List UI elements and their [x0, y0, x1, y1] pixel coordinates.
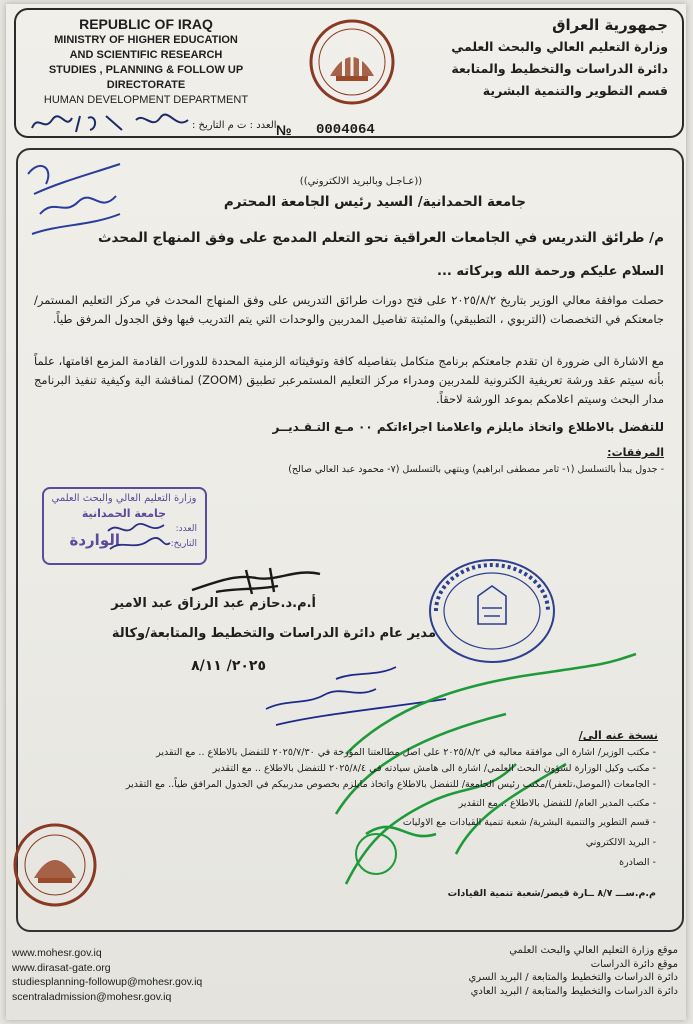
attachments-title: المرفقات:	[607, 446, 664, 459]
stamp-status: الواردة	[69, 531, 120, 549]
urgent-note: ((عـاجـل وبالبريد الالكتروني))	[299, 176, 423, 187]
copy-recipient-item: - الجامعات (الموصل،تلعفر)/مكتب رئيس الجامعة/ للتفضل بالاطلاع واتخاذ مايلزم بخصوص مدربيكم في الجدول المرافق طياً.. مع التقدير	[125, 779, 656, 790]
letterhead-ar-line: دائرة الدراسات والتخطيط والمتابعة	[451, 61, 668, 76]
letterhead-english	[26, 16, 266, 108]
footer-link[interactable]: www.mohesr.gov.iq	[12, 947, 102, 959]
letter-paragraph: مع الاشارة الى ضرورة ان تقدم جامعتكم برنامج متكامل بتفاصيله كافة وتوقيتاته الزمنية المحددة للدورات القادمة المزمع اقامتها، علماً بأنه سيتم عقد ورشة تعريفية الكترونية للمدربين ومدراء مركز التعليم المستمرعبر تطبيق (ZOOM) لمناقشة الية وكيفية تنفيذ البرنامج مدار البحث وسيتم اعلامكم بموعد الورشة لاحقاً.	[34, 354, 665, 406]
letterhead-en-line: AND SCIENTIFIC RESEARCH	[69, 49, 223, 61]
letter-paragraph: حصلت موافقة معالي الوزير بتاريخ ٢٠٢٥/٨/٢ على فتح دورات طرائق التدريس على وفق المنهاج المحدث في مركز التعليم المستمر/ جامعتكم في التخصصات (التربوي ، التطبيقي) والمثبتة تفاصيل المدربين والوحدات التي يتم التدريب فيها وفق الجدول المرفق طياً.	[34, 293, 664, 326]
reference-number-prefix: №	[276, 122, 292, 138]
letterhead-ar-line: وزارة التعليم العالي والبحث العلمي	[451, 39, 668, 54]
signer-name: أ.م.د.حازم عبد الرزاق عبد الامير	[111, 596, 316, 611]
signature-icon	[186, 564, 326, 600]
copy-recipient-item: - مكتب المدير العام/ للتفضل بالاطلاع .. مع التقدير	[458, 798, 656, 809]
footer-contacts-arabic	[378, 944, 678, 998]
copy-recipient-item: - البريد الالكتروني	[585, 837, 656, 848]
preparer-reference: م.م.ســـ ٨/٧ ــارة قيصر/شعبة تنمية القيادات	[447, 888, 656, 899]
stamp-line: وزارة التعليم العالي والبحث العلمي	[51, 493, 197, 504]
stamp-number-label: العدد:	[175, 524, 197, 534]
copy-recipient-item: - مكتب وكيل الوزارة لشؤون البحث العلمي/ اشارة الى هامش سيادته في ٢٠٢٥/٨/٤ للتفضل بالاطلاع .. مع التقدير	[212, 763, 656, 774]
letterhead-ar-line: قسم التطوير والتنمية البشرية	[482, 83, 668, 98]
copy-recipient-item: - مكتب الوزير/ اشارة الى موافقة معاليه في ٢٠٢٥/٨/٢ على اصل مطالعتنا المؤرخة في ٢٠٢٥/٧/٣٠ للتفضل بالاطلاع .. مع التقدير	[156, 747, 656, 758]
letter-greeting: السلام عليكم ورحمة الله وبركاته ...	[437, 264, 664, 279]
stamp-handwriting-icon	[104, 519, 174, 555]
copy-recipient-item: - الصادرة	[619, 857, 656, 868]
footer-link[interactable]: studiesplanning-followup@mohesr.gov.iq	[12, 976, 203, 988]
ministry-logo-icon	[308, 18, 396, 106]
footer-link[interactable]: www.dirasat-gate.org	[12, 961, 111, 974]
letterhead-en-line: STUDIES , PLANNING & FOLLOW UP DIRECTORATE	[48, 64, 244, 91]
ministry-footer-logo-icon	[12, 822, 98, 908]
letter-addressee: جامعة الحمدانية/ السيد رئيس الجامعة المحترم	[223, 194, 526, 210]
letterhead-en-line: HUMAN DEVELOPMENT DEPARTMENT	[43, 94, 249, 106]
handwritten-number-icon	[26, 110, 196, 136]
signer-title: مدير عام دائرة الدراسات والتخطيط والمتابعة/وكالة	[111, 626, 436, 641]
received-stamp	[42, 487, 207, 565]
footer-link[interactable]: scentraladmission@mohesr.gov.iq	[12, 990, 172, 1003]
sign-date: ٢٠٢٥/ ٨/١١	[191, 658, 266, 674]
letter-closing: للتفضل بالاطلاع واتخاذ مايلزم واعلامنا اجراءاتكم ٠٠ مـع التـقـديــر	[272, 420, 664, 434]
attachment-item: - جدول يبدأ بالتسلسل (١- ثامر مصطفى ابراهيم) وينتهي بالتسلسل (٧- محمود عبد العالي صالح)	[288, 464, 664, 475]
footer-ar-line: موقع وزارة التعليم العالي والبحث العلمي	[509, 945, 678, 956]
copies-title: نسخة عنه الى/	[578, 729, 658, 742]
letterhead-ar-line: جمهورية العراق	[552, 16, 668, 34]
letterhead-en-line: REPUBLIC OF IRAQ	[79, 16, 213, 32]
letterhead-arabic	[428, 14, 668, 102]
reference-number-value: 0004064	[316, 122, 375, 138]
stamp-line: جامعة الحمدانية	[81, 507, 167, 520]
stamp-date-label: التاريخ:	[170, 539, 197, 549]
reference-number-label: العدد : ت م التاريخ :	[192, 120, 277, 131]
footer-contacts-english	[12, 946, 292, 1004]
letterhead-en-line: MINISTRY OF HIGHER EDUCATION	[54, 34, 238, 46]
footer-ar-line: دائرة الدراسات والتخطيط والمتابعة / البريد العادي	[470, 985, 678, 997]
footer-ar-line: دائرة الدراسات والتخطيط والمتابعة / البريد السري	[468, 972, 678, 983]
document-page	[6, 4, 686, 1020]
footer-ar-line: موقع دائرة الدراسات	[590, 958, 678, 970]
copy-recipient-item: - قسم التطوير والتنمية البشرية/ شعبة تنمية القيادات مع الاوليات	[402, 817, 656, 828]
letter-subject: م/ طرائق التدريس في الجامعات العراقية نحو التعلم المدمج على وفق المنهاج المحدث	[97, 230, 664, 246]
